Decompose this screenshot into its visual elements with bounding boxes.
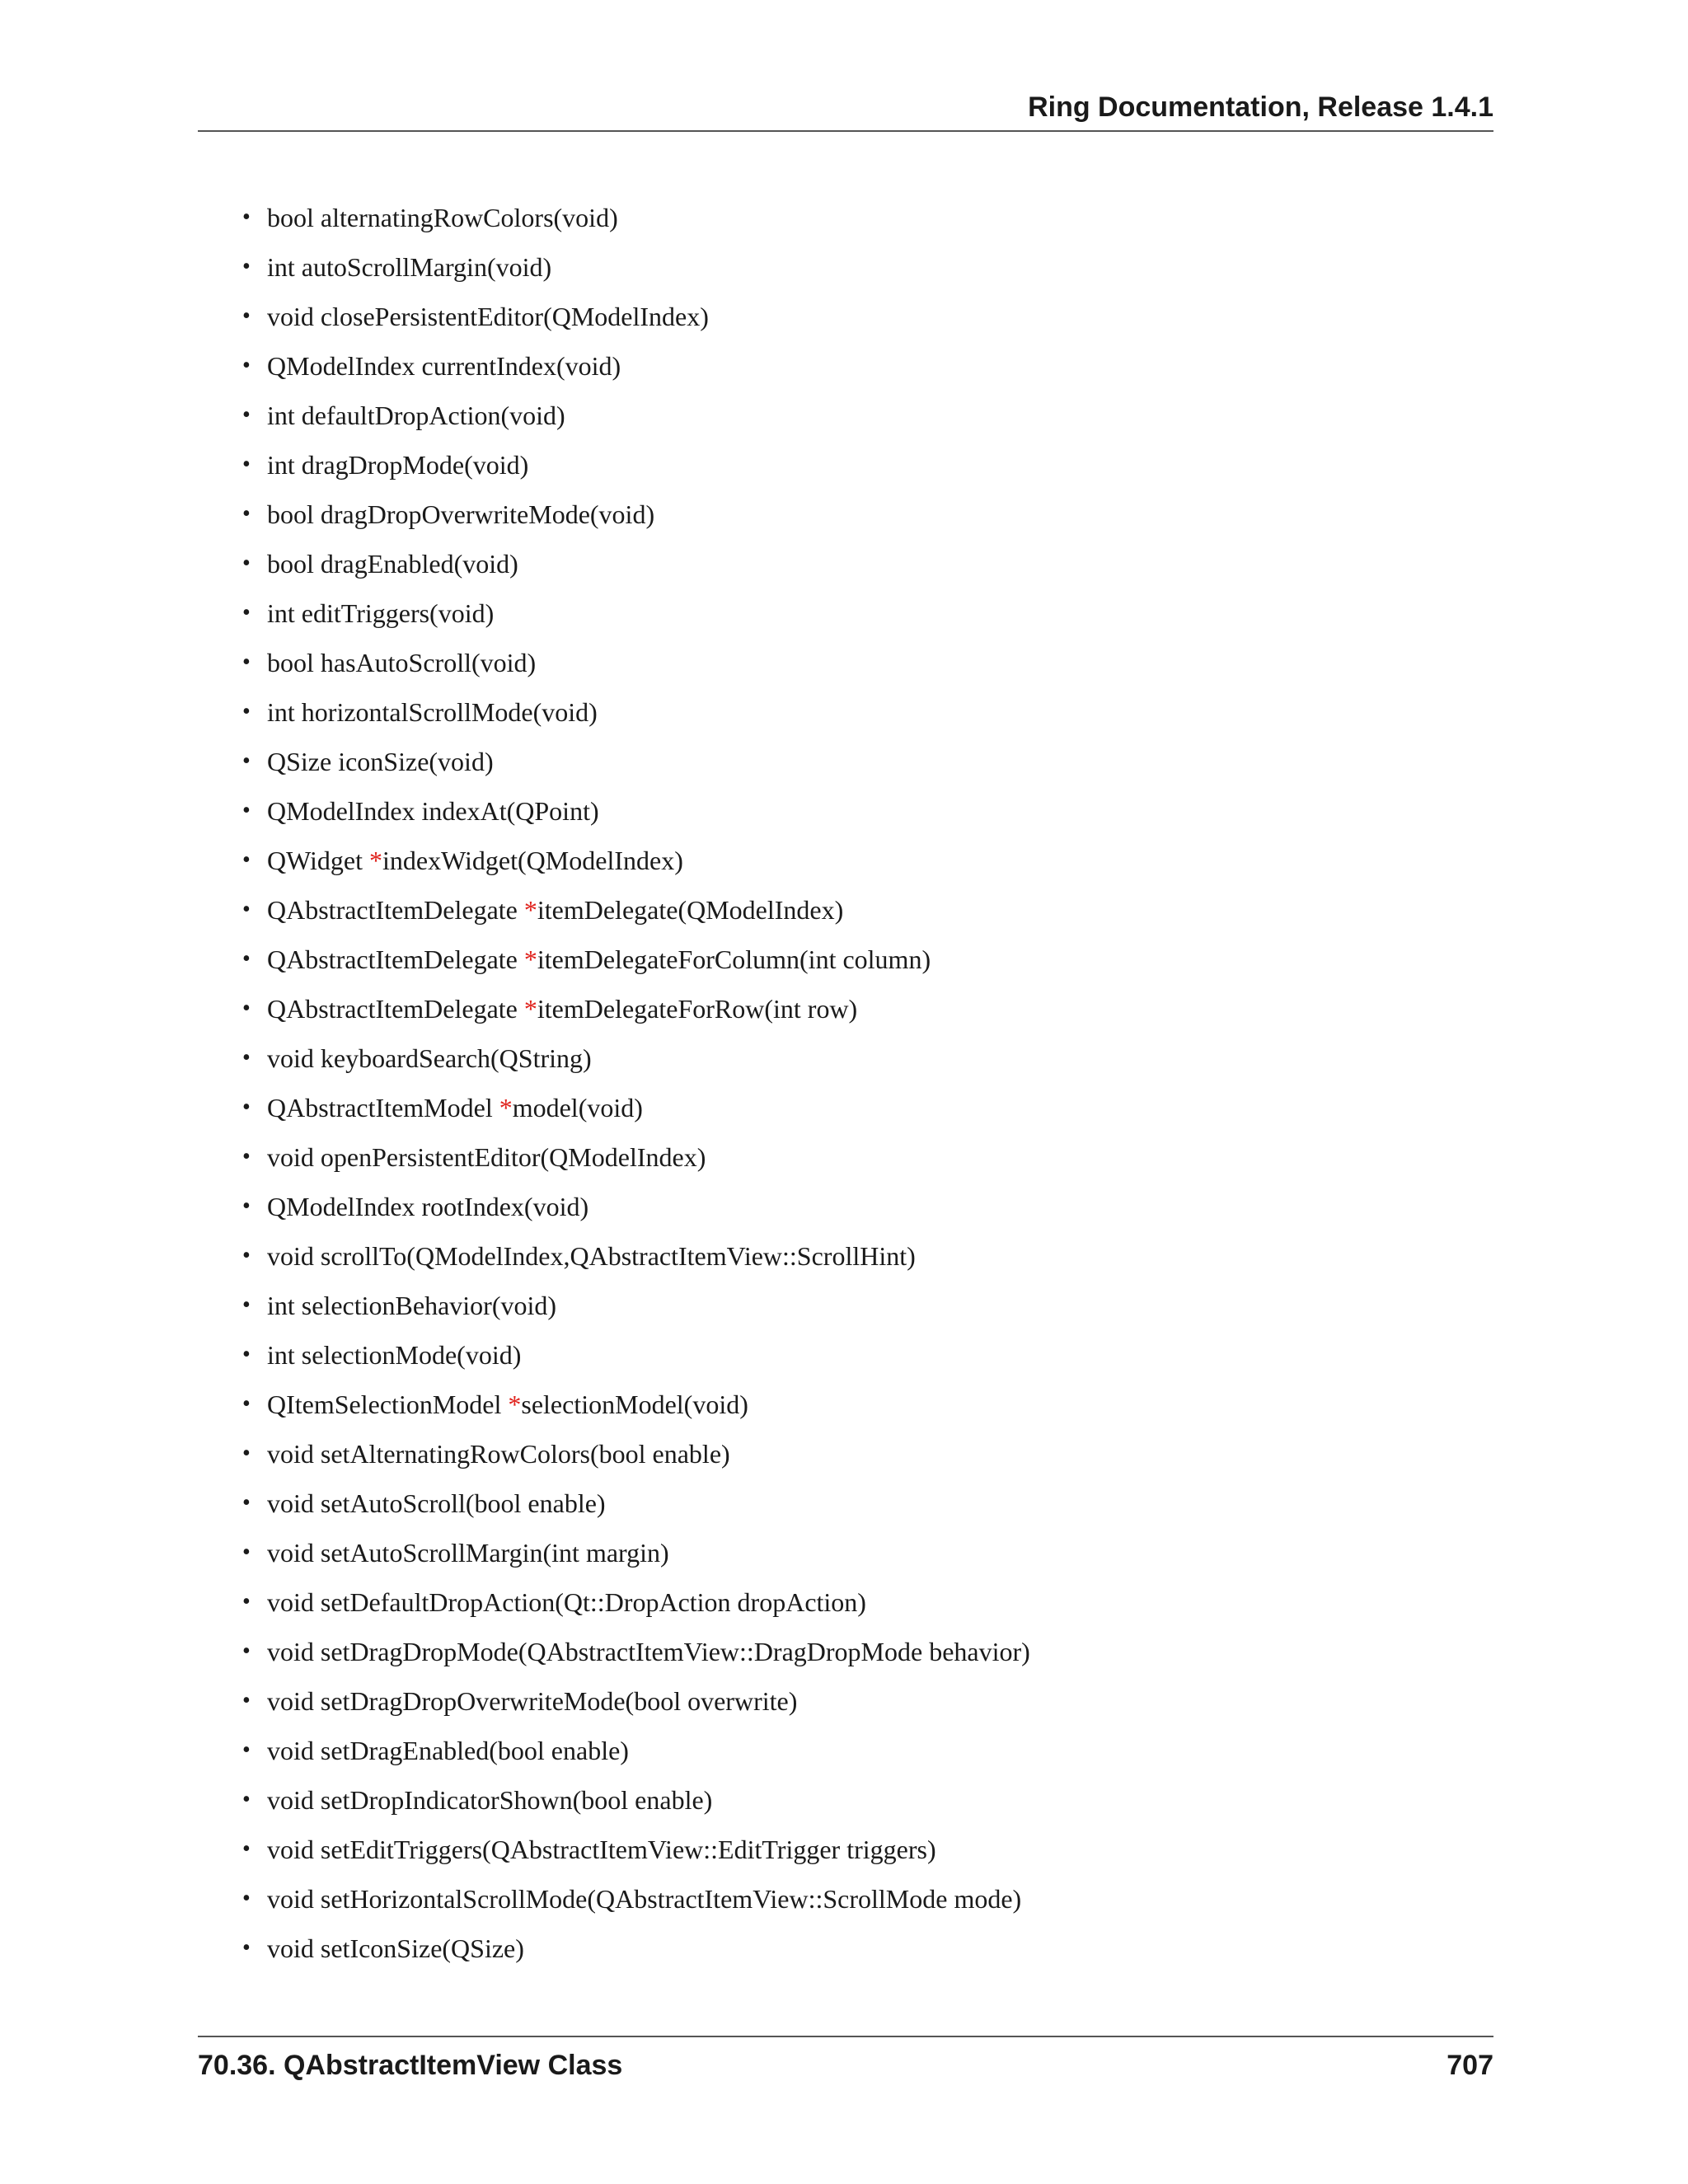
method-signature: void setAutoScroll(bool enable) bbox=[267, 1488, 606, 1518]
list-item bbox=[242, 1528, 1030, 1577]
bullet-icon: • bbox=[242, 1589, 251, 1615]
pointer-marker: * bbox=[523, 895, 537, 925]
method-signature: bool alternatingRowColors(void) bbox=[267, 203, 618, 232]
method-signature: void scrollTo(QModelIndex,QAbstractItemView::ScrollHint) bbox=[267, 1241, 916, 1271]
bullet-icon: • bbox=[242, 551, 251, 576]
method-signature: QModelIndex currentIndex(void) bbox=[267, 351, 621, 381]
method-name: indexWidget(QModelIndex) bbox=[382, 846, 683, 875]
list-item bbox=[242, 638, 1030, 687]
method-name: itemDelegateForRow(int row) bbox=[537, 994, 858, 1024]
page-number: 707 bbox=[1447, 2050, 1493, 2081]
method-signature: QAbstractItemDelegate bbox=[267, 994, 524, 1024]
list-item bbox=[242, 193, 1030, 242]
list-item bbox=[242, 539, 1030, 588]
method-signature: int dragDropMode(void) bbox=[267, 450, 529, 480]
list-item bbox=[242, 1479, 1030, 1528]
pointer-marker: * bbox=[523, 994, 537, 1024]
bullet-icon: • bbox=[242, 1540, 251, 1565]
method-signature: bool dragDropOverwriteMode(void) bbox=[267, 499, 655, 529]
list-item bbox=[242, 1825, 1030, 1874]
list-item bbox=[242, 1182, 1030, 1231]
page-footer bbox=[198, 2036, 1493, 2081]
method-signature: void setHorizontalScrollMode(QAbstractItemView::ScrollMode mode) bbox=[267, 1884, 1022, 1914]
method-signature: int selectionMode(void) bbox=[267, 1340, 522, 1370]
list-item bbox=[242, 1033, 1030, 1083]
bullet-icon: • bbox=[242, 699, 251, 724]
page-header bbox=[198, 91, 1493, 132]
bullet-icon: • bbox=[242, 1836, 251, 1862]
list-item bbox=[242, 490, 1030, 539]
bullet-icon: • bbox=[242, 303, 251, 329]
list-item bbox=[242, 391, 1030, 440]
document-title: Ring Documentation, Release 1.4.1 bbox=[1028, 91, 1493, 123]
method-signature: QSize iconSize(void) bbox=[267, 747, 494, 776]
method-signature: QAbstractItemModel bbox=[267, 1093, 499, 1122]
bullet-icon: • bbox=[242, 1688, 251, 1713]
list-item bbox=[242, 440, 1030, 490]
method-signature: void closePersistentEditor(QModelIndex) bbox=[267, 302, 709, 331]
list-item bbox=[242, 1132, 1030, 1182]
bullet-icon: • bbox=[242, 748, 251, 774]
method-signature: QWidget bbox=[267, 846, 370, 875]
bullet-icon: • bbox=[242, 1193, 251, 1219]
method-signature: void setAlternatingRowColors(bool enable) bbox=[267, 1439, 730, 1469]
list-item bbox=[242, 1281, 1030, 1330]
bullet-icon: • bbox=[242, 1094, 251, 1120]
list-item bbox=[242, 786, 1030, 836]
method-signature: void setDragEnabled(bool enable) bbox=[267, 1736, 629, 1765]
bullet-icon: • bbox=[242, 1391, 251, 1417]
list-item bbox=[242, 292, 1030, 341]
bullet-icon: • bbox=[242, 1292, 251, 1318]
bullet-icon: • bbox=[242, 1144, 251, 1169]
list-item bbox=[242, 341, 1030, 391]
bullet-icon: • bbox=[242, 1935, 251, 1961]
list-item bbox=[242, 1676, 1030, 1726]
method-signature: void openPersistentEditor(QModelIndex) bbox=[267, 1142, 706, 1172]
bullet-icon: • bbox=[242, 1045, 251, 1071]
list-item bbox=[242, 1083, 1030, 1132]
list-item bbox=[242, 1726, 1030, 1775]
method-signature: void setDragDropOverwriteMode(bool overwrite) bbox=[267, 1686, 798, 1716]
bullet-icon: • bbox=[242, 1787, 251, 1812]
method-signature: void setDropIndicatorShown(bool enable) bbox=[267, 1785, 713, 1815]
method-signature: int horizontalScrollMode(void) bbox=[267, 697, 598, 727]
method-signature: void setAutoScrollMargin(int margin) bbox=[267, 1538, 669, 1568]
list-item bbox=[242, 836, 1030, 885]
bullet-icon: • bbox=[242, 254, 251, 279]
method-signature: bool dragEnabled(void) bbox=[267, 549, 518, 579]
list-item bbox=[242, 1429, 1030, 1479]
bullet-icon: • bbox=[242, 1638, 251, 1664]
method-signature: QAbstractItemDelegate bbox=[267, 944, 524, 974]
method-name: itemDelegate(QModelIndex) bbox=[537, 895, 844, 925]
section-title: 70.36. QAbstractItemView Class bbox=[198, 2050, 623, 2081]
list-item bbox=[242, 1380, 1030, 1429]
method-signature: void setDragDropMode(QAbstractItemView::DragDropMode behavior) bbox=[267, 1637, 1030, 1666]
list-item bbox=[242, 1231, 1030, 1281]
bullet-icon: • bbox=[242, 1737, 251, 1763]
list-item bbox=[242, 1627, 1030, 1676]
pointer-marker: * bbox=[508, 1390, 522, 1419]
bullet-icon: • bbox=[242, 1490, 251, 1516]
method-signature: int selectionBehavior(void) bbox=[267, 1291, 557, 1320]
bullet-icon: • bbox=[242, 600, 251, 626]
list-item bbox=[242, 1924, 1030, 1973]
bullet-icon: • bbox=[242, 946, 251, 972]
method-signature: QItemSelectionModel bbox=[267, 1390, 509, 1419]
method-signature: QAbstractItemDelegate bbox=[267, 895, 524, 925]
method-list bbox=[242, 193, 1030, 1973]
list-item bbox=[242, 885, 1030, 935]
method-signature: bool hasAutoScroll(void) bbox=[267, 648, 537, 677]
list-item bbox=[242, 1577, 1030, 1627]
bullet-icon: • bbox=[242, 402, 251, 428]
method-signature: void setIconSize(QSize) bbox=[267, 1933, 524, 1963]
list-item bbox=[242, 1330, 1030, 1380]
list-item bbox=[242, 984, 1030, 1033]
method-name: selectionModel(void) bbox=[521, 1390, 748, 1419]
list-item bbox=[242, 935, 1030, 984]
pointer-marker: * bbox=[499, 1093, 513, 1122]
method-signature: void setEditTriggers(QAbstractItemView::EditTrigger triggers) bbox=[267, 1835, 936, 1864]
bullet-icon: • bbox=[242, 1342, 251, 1367]
list-item bbox=[242, 588, 1030, 638]
list-item bbox=[242, 1874, 1030, 1924]
bullet-icon: • bbox=[242, 649, 251, 675]
pointer-marker: * bbox=[523, 944, 537, 974]
method-signature: int autoScrollMargin(void) bbox=[267, 252, 552, 282]
bullet-icon: • bbox=[242, 1886, 251, 1911]
bullet-icon: • bbox=[242, 847, 251, 873]
bullet-icon: • bbox=[242, 501, 251, 527]
list-item bbox=[242, 1775, 1030, 1825]
method-signature: QModelIndex rootIndex(void) bbox=[267, 1192, 589, 1221]
method-signature: void keyboardSearch(QString) bbox=[267, 1043, 592, 1073]
bullet-icon: • bbox=[242, 1441, 251, 1466]
method-name: model(void) bbox=[512, 1093, 643, 1122]
bullet-icon: • bbox=[242, 1243, 251, 1268]
method-signature: QModelIndex indexAt(QPoint) bbox=[267, 796, 599, 826]
method-signature: void setDefaultDropAction(Qt::DropAction dropAction) bbox=[267, 1587, 866, 1617]
method-name: itemDelegateForColumn(int column) bbox=[537, 944, 931, 974]
list-item bbox=[242, 687, 1030, 737]
bullet-icon: • bbox=[242, 897, 251, 922]
bullet-icon: • bbox=[242, 452, 251, 477]
method-signature: int defaultDropAction(void) bbox=[267, 401, 565, 430]
list-item bbox=[242, 737, 1030, 786]
method-signature: int editTriggers(void) bbox=[267, 598, 495, 628]
bullet-icon: • bbox=[242, 353, 251, 378]
bullet-icon: • bbox=[242, 798, 251, 823]
pointer-marker: * bbox=[369, 846, 383, 875]
list-item bbox=[242, 242, 1030, 292]
bullet-icon: • bbox=[242, 204, 251, 230]
bullet-icon: • bbox=[242, 996, 251, 1021]
